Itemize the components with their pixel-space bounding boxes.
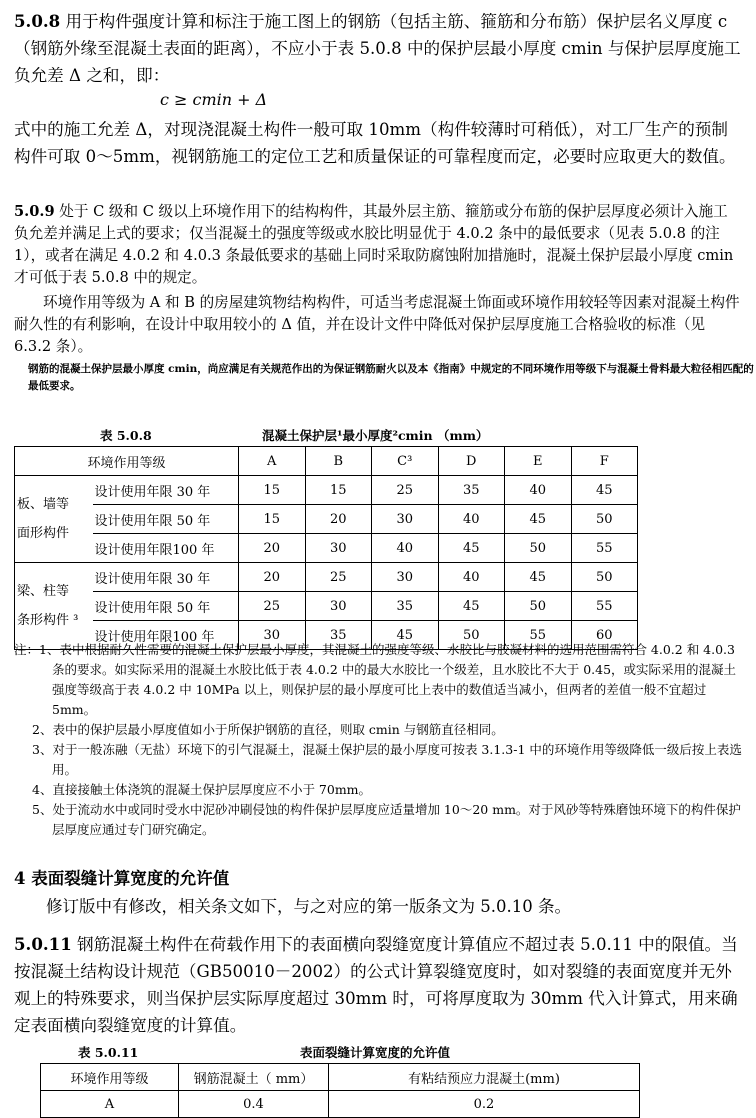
value-cell: 45: [438, 592, 505, 621]
clause-text: 用于构件强度计算和标注于施工图上的钢筋（包括主筋、箍筋和分布筋）保护层名义厚度 c（钢筋外缘至混凝土表面的距离），不应小于表 5.0.8 中的保护层最小厚度 cmin 与保护层厚度施工负允差 Δ 之和，即：: [14, 12, 741, 85]
header-cell: 环境作用等级: [15, 447, 239, 476]
clause-5-0-9-para2: 环境作用等级为 A 和 B 的房屋建筑物结构构件，可适当考虑混凝土饰面或环境作用较轻等因素对混凝土构件耐久性的有利影响，在设计中取用较小的 Δ 值，并在设计文件中降低对保护层厚度施工合格验收的标准（见 6.3.2 条）。: [14, 294, 740, 355]
value-cell: A: [41, 1091, 179, 1118]
header-cell: E: [505, 447, 572, 476]
table-row: [15, 505, 638, 534]
value-cell: 30: [305, 534, 372, 563]
value-cell: 50: [505, 592, 572, 621]
clause-5-0-8: [14, 8, 742, 89]
value-cell: 50: [438, 621, 505, 650]
clause-5-0-11: [14, 931, 742, 1039]
design-life-cell: 设计使用年限100 年: [93, 621, 239, 650]
header-cell: D: [438, 447, 505, 476]
header-cell: 钢筋混凝土（ mm）: [179, 1064, 329, 1091]
value-cell: 15: [239, 505, 306, 534]
header-cell: A: [239, 447, 306, 476]
value-cell: 25: [372, 476, 439, 505]
group-label-line: 条形构件 ³: [17, 613, 79, 628]
header-cell: F: [571, 447, 638, 476]
header-cell: 有粘结预应力混凝土(mm): [329, 1064, 640, 1091]
value-cell: 45: [372, 621, 439, 650]
design-life-cell: 设计使用年限 50 年: [93, 505, 239, 534]
table-title: 表面裂缝计算宽度的允许值: [300, 1045, 451, 1060]
group-label: [15, 476, 93, 563]
table-header-row: [15, 447, 638, 476]
table-row: [15, 534, 638, 563]
value-cell: 45: [505, 505, 572, 534]
value-cell: 30: [372, 505, 439, 534]
table-title: 混凝土保护层¹最小厚度²cmin （mm）: [262, 428, 489, 443]
table-row: [15, 563, 638, 592]
value-cell: 0.4: [179, 1091, 329, 1118]
note-item: 4、直接接触土体浇筑的混凝土保护层厚度应不小于 70mm。: [32, 782, 372, 797]
header-cell: 环境作用等级: [41, 1064, 179, 1091]
design-life-cell: 设计使用年限 30 年: [93, 476, 239, 505]
table-label: 表 5.0.8: [100, 428, 152, 443]
clause-text: 钢筋混凝土构件在荷载作用下的表面横向裂缝宽度计算值应不超过表 5.0.11 中的限值。当按混凝土结构设计规范（GB50010－2002）的公式计算裂缝宽度时，如对裂缝的表面宽度并无外观上的特殊要求，则当保护层实际厚度超过 30mm 时，可将厚度取为 30mm 代入计算式，用来确定表面横向裂缝宽度的计算值。: [14, 935, 738, 1035]
value-cell: 45: [505, 563, 572, 592]
value-cell: 30: [372, 563, 439, 592]
value-cell: 20: [305, 505, 372, 534]
value-cell: 15: [239, 476, 306, 505]
value-cell: 35: [305, 621, 372, 650]
value-cell: 40: [505, 476, 572, 505]
section-intro: 修订版中有修改，相关条文如下，与之对应的第一版条文为 5.0.10 条。: [46, 897, 571, 916]
group-label: [15, 563, 93, 650]
clause-5-0-9-note: 钢筋的混凝土保护层最小厚度 cmin，尚应满足有关规范作出的为保证钢筋耐火以及本《指南》中规定的不同环境作用等级下与混凝土骨料最大粒径相匹配的最低要求。: [28, 363, 754, 392]
header-cell: C³: [372, 447, 439, 476]
value-cell: 45: [438, 534, 505, 563]
section-heading: 4 表面裂缝计算宽度的允许值: [14, 869, 230, 888]
value-cell: 0.2: [329, 1091, 640, 1118]
clause-number: 5.0.11: [14, 934, 72, 954]
note-item: 5、处于流动水中或同时受水中泥砂冲刷侵蚀的构件保护层厚度应适量增加 10～20 mm。对于风砂等特殊磨蚀环境下的构件保护层厚度应通过专门研究确定。: [32, 802, 741, 837]
table-row: [15, 592, 638, 621]
value-cell: 35: [438, 476, 505, 505]
group-label-line: 面形构件: [17, 526, 70, 541]
header-cell: B: [305, 447, 372, 476]
clause-number: 5.0.8: [14, 11, 61, 31]
value-cell: 30: [305, 592, 372, 621]
note-item: 3、对于一般冻融（无盐）环境下的引气混凝土，混凝土保护层的最小厚度可按表 3.1.3-1 中的环境作用等级降低一级后按上表选用。: [32, 742, 742, 777]
formula: c ≥ cmin + Δ: [160, 90, 268, 109]
value-cell: 50: [505, 534, 572, 563]
group-label-line: 板、墙等: [17, 497, 70, 512]
value-cell: 30: [239, 621, 306, 650]
note-item: 注：1、表中根据耐久性需要的混凝土保护层最小厚度，其混凝土的强度等级、水胶比与胶凝材料的选用范围需符合 4.0.2 和 4.0.3 条的要求。如实际采用的混凝土水胶比低于表 4.0.2 中的最大水胶比一个级差，且水胶比不大于 0.45，或实际采用的混凝土强度等级高于表 4.0.2 中 10MPa 以上，则保护层的最小厚度可比上表中的数值适当减小，但两者的差值一般不宜超过 5mm。: [14, 642, 737, 717]
value-cell: 25: [239, 592, 306, 621]
table-row: [15, 476, 638, 505]
design-life-cell: 设计使用年限100 年: [93, 534, 239, 563]
note-item: 2、表中的保护层最小厚度值如小于所保护钢筋的直径，则取 cmin 与钢筋直径相同。: [32, 722, 504, 737]
value-cell: 50: [571, 505, 638, 534]
design-life-cell: 设计使用年限 30 年: [93, 563, 239, 592]
value-cell: 40: [372, 534, 439, 563]
value-cell: 55: [571, 534, 638, 563]
table-header-row: [41, 1064, 640, 1091]
design-life-cell: 设计使用年限 50 年: [93, 592, 239, 621]
value-cell: 50: [571, 563, 638, 592]
table-row: [41, 1091, 640, 1118]
value-cell: 60: [571, 621, 638, 650]
value-cell: 55: [571, 592, 638, 621]
cover-thickness-table: [14, 446, 638, 650]
value-cell: 20: [239, 534, 306, 563]
clause-text: 处于 C 级和 C 级以上环境作用下的结构构件，其最外层主筋、箍筋或分布筋的保护层厚度必须计入施工负允差并满足上式的要求；仅当混凝土的强度等级或水胶比明显优于 4.0.2 条中的最低要求（见表 5.0.8 的注 1），或者在满足 4.0.2 和 4.0.3 条最低要求的基础上同时采取防腐蚀附加措施时，混凝土保护层最小厚度 cmin 才可低于表 5.0.8 中的规定。: [14, 203, 734, 286]
group-label-line: 梁、柱等: [17, 584, 70, 599]
value-cell: 25: [305, 563, 372, 592]
table-notes: [14, 640, 746, 840]
clause-5-0-8-continued: 式中的施工允差 Δ，对现浇混凝土构件一般可取 10mm（构件较薄时可稍低），对工厂生产的预制构件可取 0～5mm，视钢筋施工的定位工艺和质量保证的可靠程度而定，必要时应取更大的数值。: [14, 120, 736, 166]
value-cell: 15: [305, 476, 372, 505]
value-cell: 40: [438, 505, 505, 534]
value-cell: 20: [239, 563, 306, 592]
value-cell: 35: [372, 592, 439, 621]
value-cell: 40: [438, 563, 505, 592]
table-label: 表 5.0.11: [78, 1045, 139, 1060]
value-cell: 55: [505, 621, 572, 650]
crack-width-table: [40, 1063, 640, 1118]
clause-number: 5.0.9: [14, 203, 55, 220]
clause-5-0-9: [14, 201, 742, 289]
value-cell: 45: [571, 476, 638, 505]
